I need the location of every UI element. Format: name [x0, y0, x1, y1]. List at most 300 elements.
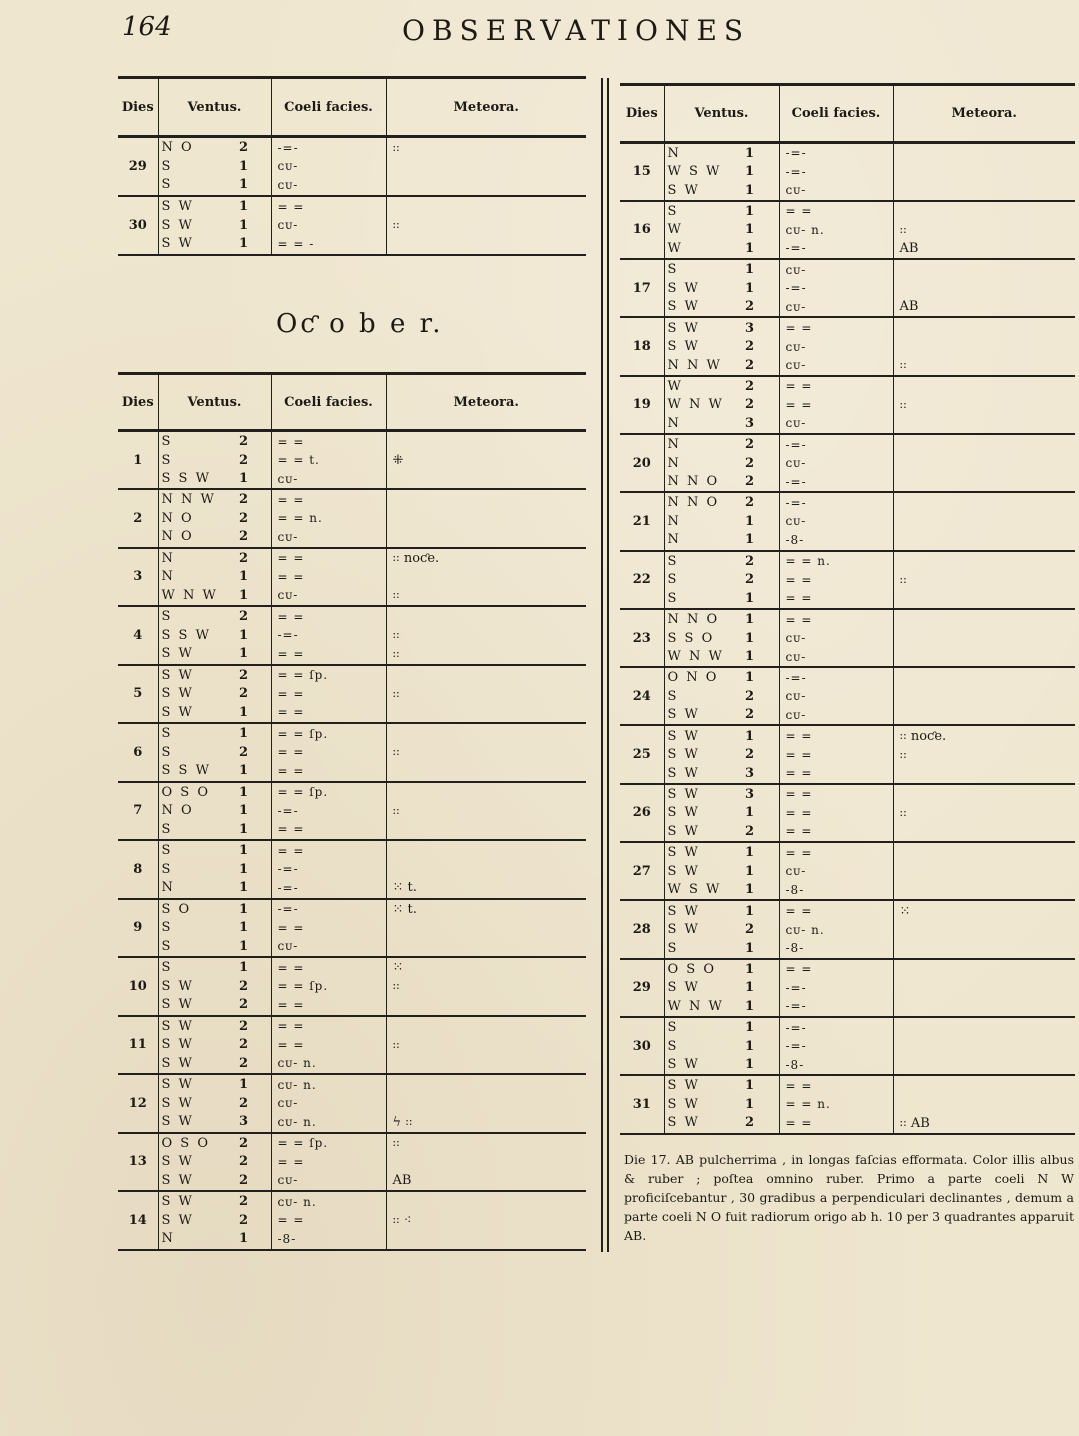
sky-cell: [271, 489, 386, 548]
wind-line: [159, 1054, 271, 1073]
day-row: [118, 1191, 586, 1250]
sky-symbol: -8-: [785, 1057, 805, 1072]
wind-force: 2: [238, 492, 249, 508]
wind-force: 1: [744, 513, 755, 529]
sky-cell: [271, 606, 386, 665]
sky-symbol: = =: [277, 1213, 305, 1228]
meteora-cell: [386, 723, 586, 782]
wind-line: [159, 139, 271, 158]
wind-line: [159, 937, 271, 956]
header-ventus: Ventus.: [158, 78, 271, 137]
wind-line: [665, 414, 779, 433]
meteora-symbol: [894, 552, 1076, 571]
day-row: [620, 492, 1075, 550]
wind-direction: S W: [161, 1114, 194, 1130]
wind-cell: [664, 492, 779, 550]
header-meteora: Meteora.: [386, 78, 586, 137]
wind-direction: S W: [161, 1018, 194, 1034]
wind-force: 2: [238, 529, 249, 545]
sky-symbol: = =: [785, 1078, 813, 1093]
day-row: [620, 609, 1075, 667]
wind-force: 3: [744, 320, 755, 336]
day-row: [118, 957, 586, 1016]
sky-cell: [779, 667, 893, 725]
wind-direction: S W: [161, 1194, 194, 1210]
wind-line: [159, 1036, 271, 1055]
meteora-symbol: ꞉꞉: [899, 397, 907, 413]
wind-direction: S S O: [667, 630, 715, 646]
column-divider-right: [607, 78, 609, 1252]
wind-line: [665, 1095, 779, 1114]
sky-cell: [779, 609, 893, 667]
wind-force: 2: [744, 747, 755, 763]
wind-force: 2: [238, 140, 249, 156]
wind-direction: S W: [667, 863, 700, 879]
meteora-symbol: [894, 706, 1076, 725]
wind-force: 2: [744, 299, 755, 315]
day-number: 15: [620, 143, 664, 201]
meteora-symbol: [894, 1055, 1076, 1074]
wind-line: [665, 902, 779, 921]
sky-cell: [779, 959, 893, 1017]
wind-line: [665, 745, 779, 764]
meteora-cell: [893, 667, 1075, 725]
header-meteora: Meteora.: [386, 374, 586, 431]
sky-symbol: ᴄᴜ- n.: [277, 1194, 317, 1209]
meteora-symbol: [894, 202, 1076, 221]
wind-force: 2: [238, 1095, 249, 1111]
wind-line: [665, 589, 779, 608]
wind-force: 3: [744, 415, 755, 431]
wind-direction: S W: [667, 805, 700, 821]
day-number: 31: [620, 1075, 664, 1133]
wind-line: [665, 472, 779, 491]
header-coeli-facies: Coeli facies.: [271, 374, 386, 431]
wind-line: [159, 1211, 271, 1230]
wind-force: 1: [744, 1057, 755, 1073]
wind-line: [159, 626, 271, 645]
wind-cell: [664, 725, 779, 783]
day-number: 3: [118, 548, 158, 607]
sky-symbol: = = ſp.: [277, 979, 329, 994]
wind-direction: S W: [161, 1212, 194, 1228]
sky-symbol: ᴄᴜ-: [277, 218, 299, 232]
wind-direction: S W: [161, 704, 194, 720]
meteora-symbol: [387, 860, 587, 879]
wind-direction: S W: [161, 199, 194, 214]
wind-force: 1: [238, 784, 249, 800]
wind-direction: S W: [667, 728, 700, 744]
wind-line: [159, 1134, 271, 1153]
wind-cell: [158, 665, 271, 724]
meteora-symbol: ꞉꞉: [392, 1136, 400, 1152]
sky-symbol: -=-: [277, 803, 299, 818]
sky-cell: [271, 1016, 386, 1075]
day-number: 5: [118, 665, 158, 724]
meteora-symbol: [387, 1230, 587, 1249]
wind-direction: N: [667, 415, 681, 431]
day-number: 27: [620, 842, 664, 900]
wind-force: 1: [238, 646, 249, 662]
sky-symbol: = =: [277, 569, 305, 584]
meteora-cell: [386, 665, 586, 724]
wind-direction: W: [667, 240, 683, 256]
day-number: 26: [620, 784, 664, 842]
sky-symbol: -=-: [785, 281, 807, 296]
day-number: 16: [620, 201, 664, 259]
wind-force: 1: [744, 670, 755, 686]
wind-force: 1: [238, 960, 249, 976]
wind-line: [159, 783, 271, 802]
meteora-symbol: AB: [392, 1172, 412, 1188]
meteora-symbol: [387, 937, 587, 956]
wind-force: 2: [744, 495, 755, 511]
wind-direction: S W: [667, 707, 700, 723]
wind-direction: S W: [667, 980, 700, 996]
wind-line: [665, 570, 779, 589]
day-row: [620, 201, 1075, 259]
sky-symbol: = =: [277, 199, 305, 214]
sky-symbol: = =: [277, 492, 305, 507]
sky-cell: [271, 665, 386, 724]
day-number: 6: [118, 723, 158, 782]
wind-force: 1: [238, 1231, 249, 1247]
meteora-cell: [893, 317, 1075, 375]
sky-symbol: ᴄᴜ- n.: [785, 222, 825, 237]
september-end-table: [118, 76, 586, 256]
meteora-symbol: [387, 568, 587, 587]
wind-direction: S: [161, 938, 173, 954]
wind-line: [665, 706, 779, 725]
sky-symbol: ᴄᴜ-: [277, 939, 299, 954]
meteora-symbol: [894, 435, 1076, 454]
wind-direction: S: [667, 262, 679, 278]
wind-force: 1: [238, 880, 249, 896]
meteora-symbol: [387, 528, 587, 547]
wind-line: [665, 669, 779, 688]
wind-line: [665, 260, 779, 279]
sky-symbol: -=-: [785, 1039, 807, 1054]
sky-symbol: = = -: [277, 236, 315, 251]
wind-cell: [158, 606, 271, 665]
meteora-symbol: [387, 820, 587, 839]
meteora-symbol: [387, 469, 587, 488]
sky-symbol: = = ſp.: [277, 726, 329, 741]
wind-line: [159, 959, 271, 978]
meteora-symbol: [387, 491, 587, 510]
wind-line: [665, 181, 779, 200]
wind-direction: W N W: [667, 998, 724, 1014]
wind-force: 2: [744, 357, 755, 373]
wind-line: [159, 608, 271, 627]
meteora-symbol: [387, 1153, 587, 1172]
meteora-cell: [893, 1017, 1075, 1075]
wind-force: 1: [744, 980, 755, 996]
wind-force: 1: [744, 630, 755, 646]
sky-symbol: = =: [785, 805, 813, 820]
meteora-symbol: [894, 377, 1076, 396]
wind-direction: N O: [161, 510, 194, 526]
wind-force: 1: [744, 262, 755, 278]
sky-symbol: -=-: [277, 628, 299, 643]
meteora-symbol: ꞉꞉: [392, 979, 400, 995]
sky-symbol: ᴄᴜ-: [785, 649, 807, 664]
wind-force: 2: [238, 744, 249, 760]
wind-direction: S W: [161, 997, 194, 1013]
day-number: 29: [118, 137, 158, 196]
sky-symbol: -=-: [785, 437, 807, 452]
wind-force: 1: [238, 471, 249, 486]
wind-cell: [664, 201, 779, 259]
wind-force: 2: [744, 437, 755, 453]
sky-cell: [779, 842, 893, 900]
meteora-symbol: [387, 157, 587, 176]
wind-force: 1: [238, 821, 249, 837]
sky-cell: [779, 376, 893, 434]
wind-direction: N: [667, 145, 681, 161]
day-row: [620, 667, 1075, 725]
wind-force: 2: [744, 823, 755, 839]
meteora-symbol: [894, 319, 1076, 338]
day-row: [620, 376, 1075, 434]
sky-symbol: = = ſp.: [277, 1136, 329, 1151]
sky-symbol: = = ſp.: [277, 785, 329, 800]
wind-direction: O S O: [161, 784, 210, 800]
sky-symbol: = =: [785, 204, 813, 219]
wind-direction: S O: [161, 901, 192, 917]
meteora-symbol: [894, 610, 1076, 629]
wind-force: 2: [744, 378, 755, 394]
meteora-cell: [386, 899, 586, 958]
wind-direction: S: [161, 843, 173, 859]
meteora-symbol: [387, 197, 587, 216]
meteora-symbol: ꞉꞉ noƈe.: [392, 551, 440, 567]
meteora-symbol: [894, 880, 1076, 899]
wind-direction: S W: [667, 280, 700, 296]
sky-symbol: = =: [277, 1037, 305, 1052]
wind-direction: S W: [667, 903, 700, 919]
sky-symbol: ᴄᴜ-: [785, 514, 807, 529]
day-row: [118, 489, 586, 548]
wind-force: 3: [744, 786, 755, 802]
meteora-symbol: ꞉꞉ ⁖: [392, 1213, 412, 1229]
wind-line: [665, 512, 779, 531]
wind-force: 1: [238, 704, 249, 720]
wind-force: 1: [238, 236, 249, 251]
day-number: 13: [118, 1133, 158, 1192]
wind-force: 1: [744, 182, 755, 198]
wind-direction: S W: [667, 922, 700, 937]
wind-direction: S: [667, 1038, 679, 1054]
sky-cell: [779, 492, 893, 550]
wind-force: 2: [238, 1018, 249, 1034]
wind-line: [159, 1094, 271, 1113]
meteora-symbol: [387, 1054, 587, 1073]
wind-direction: N: [161, 550, 175, 566]
meteora-symbol: ꞉꞉: [392, 686, 400, 702]
meteora-symbol: ⁙: [899, 903, 911, 919]
wind-force: 1: [744, 903, 755, 919]
header-dies: Dies: [118, 78, 158, 137]
sky-symbol: = =: [277, 1019, 305, 1034]
sky-symbol: = =: [785, 612, 813, 627]
wind-force: 1: [238, 803, 249, 819]
wind-direction: N: [667, 455, 681, 471]
wind-cell: [158, 1074, 271, 1133]
wind-direction: W N W: [667, 397, 724, 413]
meteora-symbol: [387, 703, 587, 722]
day-row: [620, 1075, 1075, 1133]
wind-cell: [664, 551, 779, 609]
meteora-symbol: [894, 260, 1076, 279]
wind-line: [159, 645, 271, 664]
wind-line: [665, 297, 779, 316]
meteora-symbol: ꞉꞉: [392, 588, 400, 604]
sky-symbol: = =: [277, 822, 305, 837]
wind-direction: S W: [161, 667, 194, 683]
column-divider-left: [601, 78, 603, 1252]
wind-force: 2: [238, 1194, 249, 1210]
sky-symbol: = =: [277, 763, 305, 778]
sky-symbol: ᴄᴜ-: [277, 588, 299, 603]
wind-line: [159, 879, 271, 898]
wind-line: [665, 764, 779, 783]
wind-line: [159, 528, 271, 547]
sky-symbol: = = n.: [277, 511, 323, 526]
wind-direction: S S W: [161, 763, 211, 779]
wind-force: 2: [744, 572, 755, 588]
wind-line: [159, 157, 271, 176]
wind-line: [159, 1153, 271, 1172]
meteora-symbol: [894, 337, 1076, 356]
day-number: 11: [118, 1016, 158, 1075]
wind-cell: [158, 1016, 271, 1075]
meteora-symbol: [894, 1018, 1076, 1037]
wind-direction: W S W: [667, 164, 722, 180]
wind-line: [665, 279, 779, 298]
meteora-cell: [893, 143, 1075, 201]
wind-force: 1: [744, 612, 755, 628]
wind-direction: N: [667, 513, 681, 529]
meteora-symbol: ꞉꞉: [899, 358, 907, 374]
wind-force: 1: [238, 177, 249, 193]
wind-force: 2: [238, 1135, 249, 1151]
wind-direction: O S O: [161, 1135, 210, 1151]
meteora-symbol: [894, 472, 1076, 491]
sky-symbol: = =: [785, 824, 813, 839]
sky-cell: [271, 840, 386, 899]
wind-direction: S: [161, 177, 173, 193]
meteora-cell: [893, 959, 1075, 1017]
sky-symbol: ᴄᴜ-: [785, 339, 807, 354]
wind-line: [665, 610, 779, 629]
wind-line: [159, 586, 271, 605]
wind-cell: [664, 1075, 779, 1133]
sky-symbol: ᴄᴜ-: [785, 358, 807, 373]
sky-cell: [779, 784, 893, 842]
meteora-cell: [893, 434, 1075, 492]
day-row: [620, 143, 1075, 201]
meteora-symbol: [894, 997, 1076, 1016]
day-number: 28: [620, 900, 664, 958]
meteora-symbol: [894, 414, 1076, 433]
wind-line: [665, 687, 779, 706]
sky-symbol: = =: [785, 747, 813, 762]
wind-force: 1: [744, 882, 755, 898]
sky-symbol: ᴄᴜ-: [277, 529, 299, 544]
day-row: [620, 842, 1075, 900]
day-number: 25: [620, 725, 664, 783]
meteora-symbol: [894, 454, 1076, 473]
wind-direction: S W: [161, 1077, 194, 1093]
wind-direction: S W: [161, 646, 194, 662]
wind-force: 1: [238, 217, 249, 233]
wind-force: 2: [238, 686, 249, 702]
wind-line: [665, 435, 779, 454]
wind-line: [665, 862, 779, 881]
wind-cell: [664, 842, 779, 900]
day-number: 29: [620, 959, 664, 1017]
sky-cell: [779, 725, 893, 783]
sky-symbol: = =: [277, 686, 305, 701]
sky-symbol: ᴄᴜ-: [785, 262, 807, 277]
wind-line: [159, 725, 271, 744]
wind-line: [159, 1230, 271, 1249]
wind-direction: N N O: [667, 495, 720, 511]
wind-cell: [158, 1133, 271, 1192]
wind-force: 2: [238, 510, 249, 526]
sky-symbol: = =: [785, 904, 813, 918]
wind-force: 2: [238, 550, 249, 566]
meteora-symbol: [387, 919, 587, 938]
sky-symbol: ᴄᴜ-: [785, 456, 807, 471]
wind-direction: S W: [667, 339, 700, 355]
wind-line: [665, 997, 779, 1016]
meteora-symbol: AB: [899, 299, 919, 315]
wind-line: [159, 1113, 271, 1132]
wind-line: [665, 377, 779, 396]
day-row: [118, 548, 586, 607]
wind-direction: S W: [161, 978, 194, 994]
wind-direction: S W: [667, 823, 700, 839]
day-number: 7: [118, 782, 158, 841]
wind-direction: N: [161, 1231, 175, 1247]
wind-force: 2: [238, 1154, 249, 1170]
wind-line: [665, 822, 779, 841]
wind-line: [665, 880, 779, 899]
meteora-symbol: [387, 234, 587, 253]
day-row: [118, 840, 586, 899]
wind-force: 2: [744, 707, 755, 723]
day-row: [118, 1133, 586, 1192]
wind-force: 1: [744, 1038, 755, 1054]
meteora-cell: [386, 1016, 586, 1075]
wind-direction: S W: [161, 1095, 194, 1111]
wind-force: 2: [744, 688, 755, 704]
sky-cell: [271, 957, 386, 1016]
sky-symbol: -8-: [785, 532, 805, 547]
day-number: 14: [118, 1191, 158, 1250]
day-row: [620, 784, 1075, 842]
wind-line: [159, 919, 271, 938]
wind-force: 1: [744, 145, 755, 161]
wind-force: 1: [238, 158, 249, 174]
sky-symbol: = =: [785, 766, 813, 781]
day-number: 24: [620, 667, 664, 725]
wind-line: [159, 1171, 271, 1190]
meteora-symbol: ꞉꞉: [899, 222, 907, 238]
wind-force: 1: [744, 280, 755, 296]
